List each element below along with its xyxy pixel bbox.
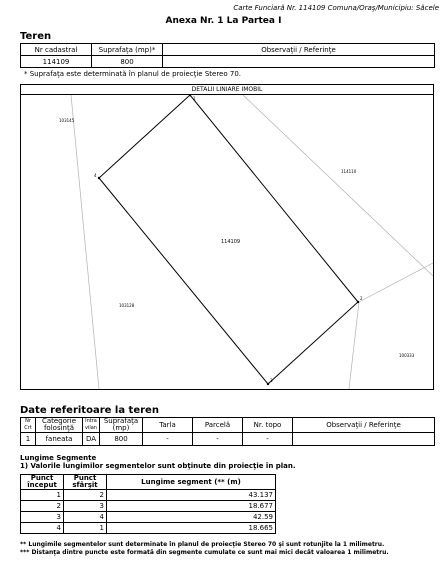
vertex-marker-3	[267, 383, 269, 385]
vertex-marker-4	[98, 177, 100, 179]
annex-title: Anexa Nr. 1 La Partea I	[165, 16, 282, 26]
vertex-label-1: 1	[193, 96, 196, 101]
neighbor-label-114110: 114110	[341, 169, 357, 174]
cell-length: 42.59	[107, 512, 276, 523]
cell-tarla: -	[143, 433, 193, 446]
cell-start: 1	[21, 490, 64, 501]
footnote-distanta: *** Distanţa dintre puncte este formată din segmente cumulate ce sunt mai mici decât valoarea 1 milimetru.	[20, 549, 389, 556]
parcel-map	[21, 95, 433, 389]
cell-end: 4	[64, 512, 107, 523]
vertex-marker-2	[357, 301, 359, 303]
cell-nr-topo: -	[243, 433, 293, 446]
carte-funciara-header: Carte Funciară Nr. 114109 Comuna/Oraş/Municipiu: Săcele	[233, 4, 439, 12]
boundary-line-top-right	[243, 95, 433, 276]
col-suprafata: Suprafaţa (mp)*	[92, 44, 163, 56]
date-teren-table-header	[21, 418, 435, 433]
table-row	[21, 490, 276, 501]
table-row	[21, 523, 276, 534]
cell-intravilan: DA	[83, 433, 100, 446]
neighbor-label-103145: 103145	[59, 118, 75, 123]
col-punct-sfarsit: Punct sfârşit	[64, 475, 107, 490]
cell-parcela: -	[193, 433, 243, 446]
teren-table-header	[21, 44, 435, 56]
teren-note: * Suprafaţa este determinată în planul de proiecţie Stereo 70.	[24, 70, 242, 78]
table-row	[21, 56, 435, 68]
col-observatii: Observaţii / Referinţe	[163, 44, 435, 56]
segment-lengths-table	[20, 474, 276, 534]
col-tarla: Tarla	[143, 418, 193, 433]
cell-categorie: faneata	[36, 433, 83, 446]
col-punct-inceput: Punct început	[21, 475, 64, 490]
cell-end: 1	[64, 523, 107, 534]
lungime-segmente-subtitle: 1) Valorile lungimilor segmentelor sunt obţinute din proiecţie în plan.	[20, 462, 296, 470]
neighbor-label-103128: 103128	[119, 303, 135, 308]
cell-observatii	[163, 56, 435, 68]
table-row	[21, 512, 276, 523]
cell-end: 3	[64, 501, 107, 512]
boundary-line-bottom-right	[349, 302, 359, 389]
cell-suprafata-mp: 800	[100, 433, 143, 446]
cell-observatii-referinte	[293, 433, 435, 446]
col-lungime-segment: Lungime segment (** (m)	[107, 475, 276, 490]
date-teren-table	[20, 417, 435, 446]
cell-length: 43.137	[107, 490, 276, 501]
date-teren-section-title: Date referitoare la teren	[20, 405, 159, 416]
col-nr-crt: Nr Crt	[21, 418, 36, 433]
col-suprafata-mp: Suprafaţa (mp)	[100, 418, 143, 433]
boundary-line-left	[71, 95, 99, 389]
footnote-lungimi: ** Lungimile segmentelor sunt determinate în planul de proiecţie Stereo 70 şi sunt rotunjite la 1 milimetru.	[20, 541, 385, 548]
table-row	[21, 501, 276, 512]
col-intravilan: Intra vilan	[83, 418, 100, 433]
map-panel	[20, 84, 434, 390]
col-parcela: Parcelă	[193, 418, 243, 433]
cell-start: 4	[21, 523, 64, 534]
col-categorie: Categorie folosinţă	[36, 418, 83, 433]
teren-section-title: Teren	[20, 31, 52, 42]
neighbor-label-100333: 100333	[399, 353, 415, 358]
parcel-label: 114109	[221, 239, 241, 245]
col-nr-topo: Nr. topo	[243, 418, 293, 433]
cell-nr-cadastral: 114109	[21, 56, 92, 68]
vertex-label-4: 4	[94, 173, 97, 178]
col-observatii-referinte: Observaţii / Referinţe	[293, 418, 435, 433]
cell-end: 2	[64, 490, 107, 501]
lungime-segmente-title: Lungime Segmente	[20, 454, 97, 462]
segment-table-header	[21, 475, 276, 490]
table-row	[21, 433, 435, 446]
boundary-line-right	[359, 263, 433, 302]
cell-length: 18.665	[107, 523, 276, 534]
vertex-label-3: 3	[270, 378, 273, 383]
cell-start: 3	[21, 512, 64, 523]
cell-length: 18.677	[107, 501, 276, 512]
vertex-label-2: 2	[360, 296, 363, 301]
neighbor-boundaries	[71, 95, 433, 389]
cell-start: 2	[21, 501, 64, 512]
teren-table	[20, 43, 435, 68]
cell-suprafata: 800	[92, 56, 163, 68]
map-title: DETALII LINIARE IMOBIL	[21, 85, 433, 95]
cell-nr-crt: 1	[21, 433, 36, 446]
col-nr-cadastral: Nr cadastral	[21, 44, 92, 56]
